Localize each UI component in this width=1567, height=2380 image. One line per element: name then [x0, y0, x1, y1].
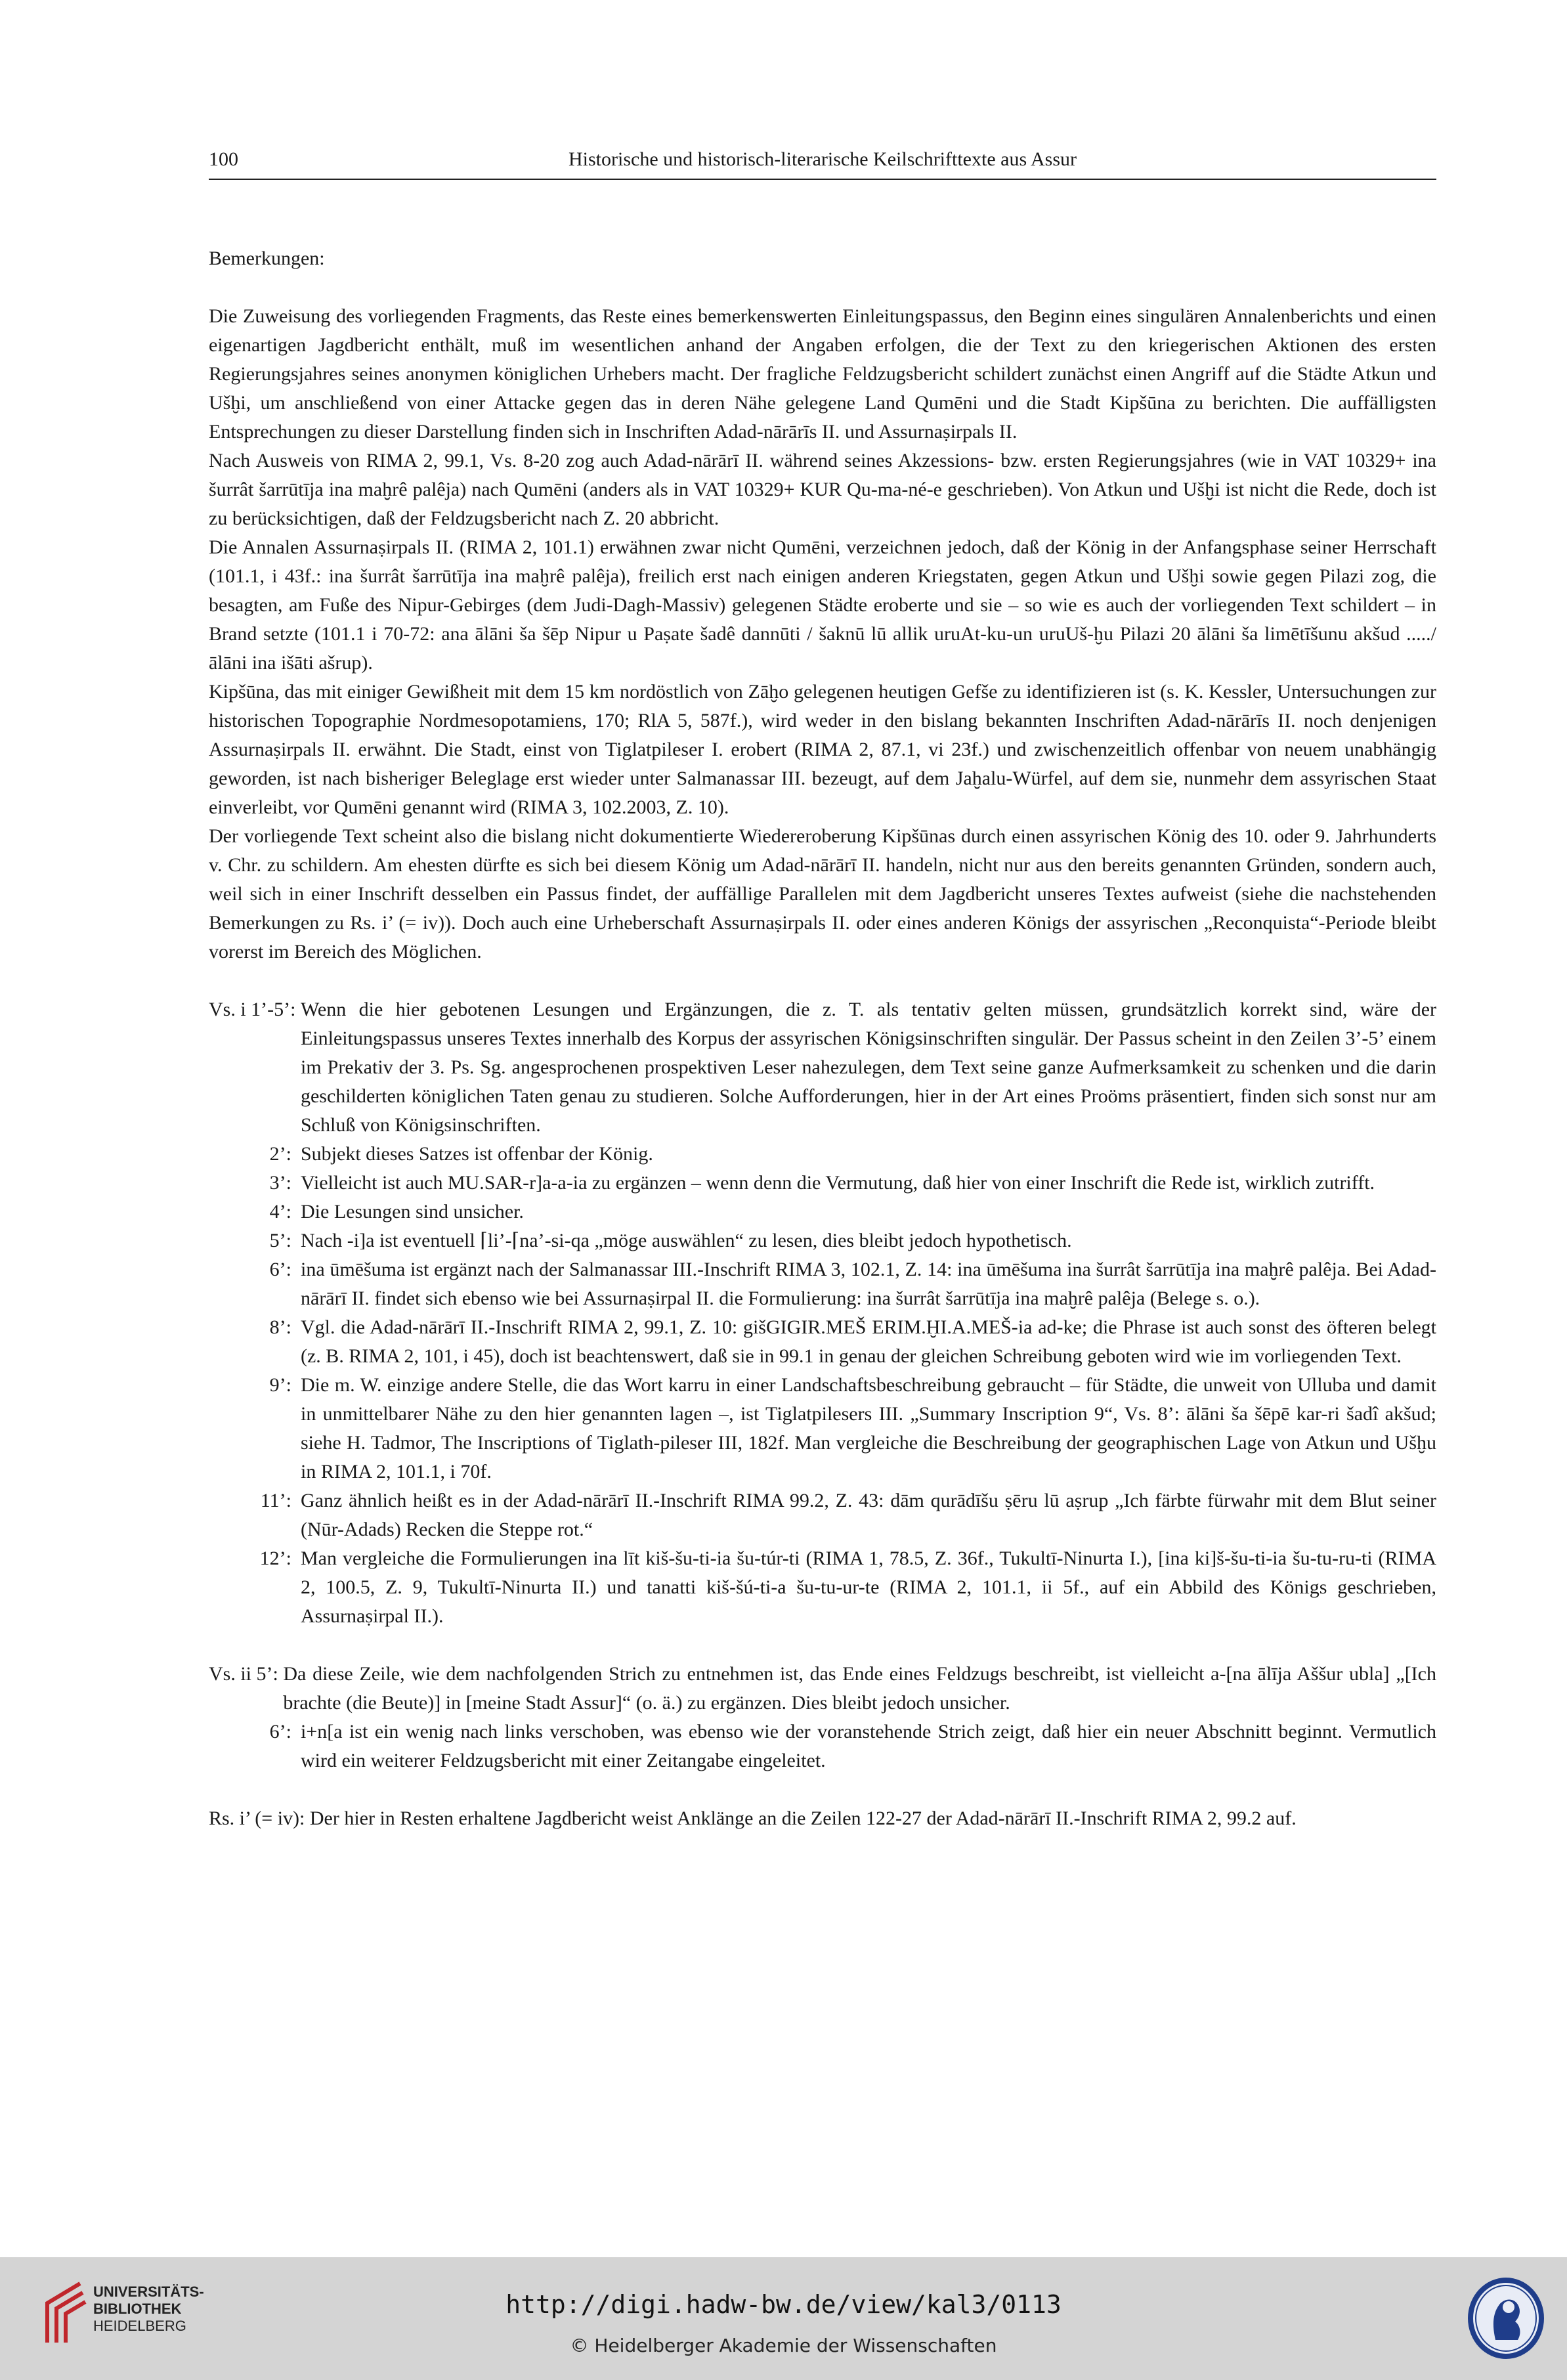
- notes-vs-i: [209, 995, 1436, 1631]
- academy-seal-icon: [1465, 2276, 1547, 2361]
- note-text: Da diese Zeile, wie dem nachfolgenden Strich zu entnehmen ist, das Ende eines Feldzugs beschreibt, ist vielleicht a-[na ālīja Aššur ubla] „[Ich brachte (die Beute)] in [meine Stadt Assur]“ (o. ä.) zu ergänzen. Dies bleibt jedoch unsicher.: [283, 1663, 1436, 1714]
- note-label: Rs. i’ (= iv):: [209, 1807, 310, 1829]
- note-label: 2’:: [269, 1143, 291, 1165]
- paragraph: Der vorliegende Text scheint also die bislang nicht dokumentierte Wiedereroberung Kipšūnas durch einen assyrischen König des 10. oder 9. Jahrhunderts v. Chr. zu schildern. Am ehesten dürfte es sich bei diesem König um Adad-nārārī II. handeln, nicht nur aus den bereits genannten Gründen, sondern auch, weil sich in einer Inschrift desselben ein Passus findet, der auffällige Parallelen mit dem Jagdbericht unseres Textes aufweist (siehe die nachstehenden Bemerkungen zu Rs. i’ (= iv)). Doch auch eine Urheberschaft Assurnaṣirpals II. oder eines anderen Königs der assyrischen „Reconquista“-Periode bleibt vorerst im Bereich des Möglichen.: [209, 825, 1436, 963]
- note-text: Die Lesungen sind unsicher.: [301, 1201, 524, 1222]
- spacer: [209, 1631, 1436, 1660]
- note-label: Vs. i 1’-5’:: [209, 999, 301, 1020]
- note-label: 8’:: [269, 1316, 291, 1338]
- note-text: ina ūmēšuma ist ergänzt nach der Salmanassar III.-Inschrift RIMA 3, 102.1, Z. 14: ina ūmēšuma ina šurrât šarrūtīja ina maḫrê palêja. Bei Adad-nārārī II. findet sich ebenso wie bei Assurnaṣirpal II. die Formulierung: ina šurrât šarrūtīja ina maḫrê palêja (Belege s. o.).: [301, 1259, 1436, 1309]
- note-text: Man vergleiche die Formulierungen ina līt kiš-šu-ti-ia šu-túr-ti (RIMA 1, 78.5, Z. 36f., Tukultī-Ninurta I.), [ina ki]š-šu-ti-ia šu-tu-ru-ti (RIMA 2, 100.5, Z. 9, Tukultī-Ninurta II.) und tanatti kiš-šú-ti-a šu-tu-ur-te (RIMA 2, 101.1, ii 5f., auf ein Abbild des Königs geschrieben, Assurnaṣirpal II.).: [301, 1547, 1436, 1627]
- running-title: Historische und historisch-literarische Keilschrifttexte aus Assur: [569, 148, 1077, 170]
- note-entry: [209, 1198, 1436, 1226]
- paragraph: Kipšūna, das mit einiger Gewißheit mit dem 15 km nordöstlich von Zāḫo gelegenen heutigen Gefše zu identifizieren ist (s. K. Kessler, Untersuchungen zur historischen Topographie Nordmesopotamiens, 170; RlA 5, 587f.), wird weder in den bislang bekannten Inschriften Adad-nārārīs II. noch denjenigen Assurnaṣirpals II. erwähnt. Die Stadt, einst von Tiglatpileser I. erobert (RIMA 2, 87.1, vi 23f.) und zwischenzeitlich offenbar von neuem unabhängig geworden, ist nach bisheriger Beleglage erst wieder unter Salmanassar III. bezeugt, auf dem Jaḫalu-Würfel, auf dem sie, nunmehr dem assyrischen Staat einverleibt, vor Qumēni genannt wird (RIMA 3, 102.2003, Z. 10).: [209, 681, 1436, 818]
- note-text: Nach -i]a ist eventuell ⌈li’-⌈na’-si-qa „möge auswählen“ zu lesen, dies bleibt jedoch hypothetisch.: [301, 1230, 1072, 1251]
- note-text: Ganz ähnlich heißt es in der Adad-nārārī II.-Inschrift RIMA 99.2, Z. 43: dām qurādīšu ṣēru lū aṣrup „Ich färbte fürwahr mit dem Blut seiner (Nūr-Adads) Recken die Steppe rot.“: [301, 1490, 1436, 1540]
- page-number: 100: [209, 148, 238, 170]
- note-text: i+n[a ist ein wenig nach links verschoben, was ebenso wie der voranstehende Strich zeigt, daß hier ein neuer Abschnitt beginnt. Vermutlich wird ein weiterer Feldzugsbericht mit einer Zeitangabe eingeleitet.: [301, 1721, 1436, 1771]
- note-entry: [209, 995, 1436, 1140]
- note-entry: [209, 1255, 1436, 1313]
- note-label: 11’:: [260, 1490, 291, 1511]
- note-entry: [209, 1804, 1436, 1833]
- note-entry: [209, 1718, 1436, 1775]
- note-entry: [209, 1226, 1436, 1255]
- note-label: Vs. ii 5’:: [209, 1663, 284, 1685]
- note-label: 3’:: [269, 1172, 291, 1194]
- library-name-line: HEIDELBERG: [93, 2318, 186, 2334]
- note-entry: [209, 1544, 1436, 1631]
- main-text: [209, 244, 1436, 1833]
- library-name-line: BIBLIOTHEK: [93, 2301, 182, 2317]
- note-entry: [209, 1660, 1436, 1718]
- note-label: 6’:: [269, 1259, 291, 1280]
- note-entry: [209, 1140, 1436, 1169]
- copyright-notice: © Heidelberger Akademie der Wissenschaften: [570, 2335, 997, 2356]
- viewer-footer: [0, 2257, 1567, 2380]
- note-entry: [209, 1486, 1436, 1544]
- note-entry: [209, 1371, 1436, 1486]
- note-label: 12’:: [259, 1547, 291, 1569]
- note-entry: [209, 1169, 1436, 1198]
- paragraph: Nach Ausweis von RIMA 2, 99.1, Vs. 8-20 zog auch Adad-nārārī II. während seines Akzessions- bzw. ersten Regierungsjahres (wie in VAT 10329+ ina šurrât šarrūtīja ina maḫrê palêja) nach Qumēni (anders als in VAT 10329+ KUR Qu-ma-né-e geschrieben). Von Atkun und Ušḫi ist nicht die Rede, doch ist zu berücksichtigen, daß der Feldzugsbericht nach Z. 20 abbricht.: [209, 450, 1436, 529]
- note-text: Wenn die hier gebotenen Lesungen und Ergänzungen, die z. T. als tentativ gelten müssen, grundsätzlich korrekt sind, wäre der Einleitungspassus unseres Textes innerhalb des Korpus der assyrischen Königsinschriften singulär. Der Passus scheint in den Zeilen 3’-5’ einem im Prekativ der 3. Ps. Sg. angesprochenen prospektiven Leser nahezulegen, dem Text seine ganze Aufmerksamkeit zu schenken und die darin geschilderten königlichen Taten genau zu studieren. Solche Aufforderungen, hier in der Art eines Proöms präsentiert, finden sich sonst nur am Schluß von Königsinschriften.: [300, 999, 1436, 1136]
- note-text: Vielleicht ist auch MU.SAR-r]a-a-ia zu ergänzen – wenn denn die Vermutung, daß hier von einer Inschrift die Rede ist, wirklich zutrifft.: [301, 1172, 1375, 1194]
- note-label: 6’:: [269, 1721, 291, 1742]
- note-text: Vgl. die Adad-nārārī II.-Inschrift RIMA 2, 99.1, Z. 10: gišGIGIR.MEŠ ERIM.ḪI.A.MEŠ-ia ad-ke; die Phrase ist auch sonst des öfteren belegt (z. B. RIMA 2, 101, i 45), doch ist beachtenswert, daß sie in 99.1 in genau der gleichen Schreibung geboten wird wie im vorliegenden Text.: [301, 1316, 1436, 1367]
- permalink-url[interactable]: http://digi.hadw-bw.de/view/kal3/0113: [505, 2290, 1062, 2319]
- library-name-line: UNIVERSITÄTS-: [93, 2283, 204, 2300]
- section-heading: Bemerkungen:: [209, 248, 325, 269]
- note-text: Subjekt dieses Satzes ist offenbar der König.: [301, 1143, 653, 1165]
- note-text: Der hier in Resten erhaltene Jagdbericht weist Anklänge an die Zeilen 122-27 der Adad-nārārī II.-Inschrift RIMA 2, 99.2 auf.: [309, 1807, 1297, 1829]
- notes-vs-ii: [209, 1660, 1436, 1775]
- notes-rs: [209, 1804, 1436, 1833]
- paragraph: Die Zuweisung des vorliegenden Fragments, das Reste eines bemerkenswerten Einleitungspassus, den Beginn eines singulären Annalenberichts und einen eigenartigen Jagdbericht enthält, muß im wesentlichen anhand der Angaben erfolgen, die der Text zu den kriegerischen Aktionen des ersten Regierungsjahres seines anonymen königlichen Urhebers macht. Der fragliche Feldzugsbericht schildert zunächst einen Angriff auf die Städte Atkun und Ušḫi, um anschließend von einer Attacke gegen das in deren Nähe gelegene Land Qumēni und die Stadt Kipšūna zu berichten. Die auffälligsten Entsprechungen zu dieser Darstellung finden sich in Inschriften Adad-nārārīs II. und Assurnaṣirpals II.: [209, 305, 1436, 443]
- note-label: 5’:: [269, 1230, 291, 1251]
- paragraph: Die Annalen Assurnaṣirpals II. (RIMA 2, 101.1) erwähnen zwar nicht Qumēni, verzeichnen jedoch, daß der König in der Anfangsphase seiner Herrschaft (101.1, i 43f.: ina šurrât šarrūtīja ina maḫrê palêja), freilich erst nach einigen anderen Kriegstaten, gegen Atkun und Ušḫi sowie gegen Pilazi zog, die besagten, am Fuße des Nipur-Gebirges (dem Judi-Dagh-Massiv) gelegenen Städte eroberte und sie – so wie es auch der vorliegenden Text schildert – in Brand setzte (101.1 i 70-72: ana ālāni ša šēp Nipur u Paṣate šadê dannūti / šaknū lū allik uruAt-ku-un uruUš-ḫu Pilazi 20 ālāni ša limētīšunu akšud ...../ ālāni ina išāti ašrup).: [209, 536, 1436, 674]
- spacer: [209, 1775, 1436, 1804]
- running-header: [209, 148, 1436, 180]
- note-label: 4’:: [269, 1201, 291, 1222]
- note-label: 9’:: [269, 1374, 291, 1396]
- note-entry: [209, 1313, 1436, 1371]
- note-text: Die m. W. einzige andere Stelle, die das Wort karru in einer Landschaftsbeschreibung gebraucht – für Städte, die unweit von Ulluba und damit in unmittelbarer Nähe zu den hier genannten lagen –, ist Tiglatpilesers III. „Summary Inscription 9“, Vs. 8’: ālāni ša šēpē kar-ri šadî akšud; siehe H. Tadmor, The Inscriptions of Tiglath-pileser III, 182f. Man vergleiche die Beschreibung der geographischen Lage von Atkun und Ušḫu in RIMA 2, 101.1, i 70f.: [301, 1374, 1436, 1482]
